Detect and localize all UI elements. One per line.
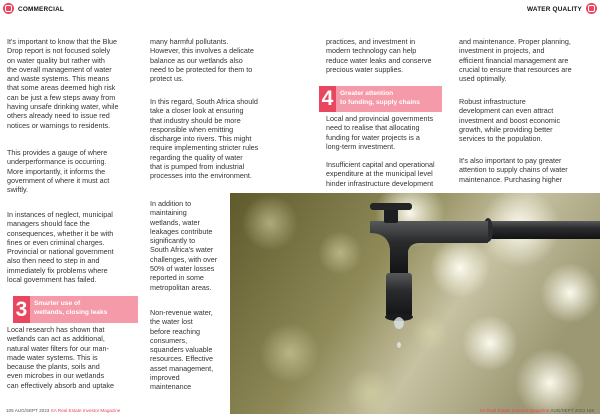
section-label-water-quality: WATER QUALITY: [526, 6, 582, 13]
col2-paragraph-1: many harmful pollutants. However, this involves a delicate balance as our wetlands also need to be protected for them to protect us.: [150, 37, 254, 84]
col3-paragraph-3: Insufficient capital and operational expenditure at the municipal level hinder infrastructure development: [326, 160, 435, 188]
footer-right: [480, 408, 594, 413]
footer-left: [6, 408, 120, 413]
page-number: 106: [586, 408, 594, 413]
col1-paragraph-1: It's important to know that the Blue Drop report is not focused solely on water quality but rather with the overall management of water and waste systems. This means that some areas deemed high risk can be just a few steps away from having unsafe drinking water, while others already need to issue red notices or warnings to residents.: [7, 37, 119, 130]
subheading-badge-4: [319, 86, 442, 112]
badge-number-box: [13, 296, 30, 323]
badge-number-box: [319, 86, 336, 112]
col4-paragraph-2: Robust infrastructure development can even attract investment and boost economic growth, while providing better services to the population.: [459, 97, 561, 144]
subheading-text: Smarter use of wetlands, closing leaks: [34, 300, 108, 316]
badge-number: 3: [15, 297, 28, 321]
col3-paragraph-2: Local and provincial governments need to realise that allocating funding for water projects is a long-term investment.: [326, 114, 434, 151]
col1-paragraph-3: In instances of neglect, municipal managers should face the consequences, whether it be with fines or even criminal charges. Provincial or national government also then need to step in and immediately fix problems where local government has failed.: [7, 210, 114, 285]
magazine-name: SA Real Estate Investor Magazine: [50, 408, 121, 413]
subheading-text: Greater attention to funding, supply chains: [340, 90, 420, 106]
col1-paragraph-2: This provides a gauge of where underperformance is occurring. More importantly, it informs the government of where it must act swiftly.: [7, 148, 110, 195]
badge-number: 4: [321, 87, 334, 110]
page-number: 105: [6, 408, 14, 413]
water-tap-photo: [230, 193, 600, 414]
magazine-logo-icon: [3, 3, 14, 14]
col4-paragraph-1: and maintenance. Proper planning, investment in projects, and efficient financial management are crucial to ensure that resources are used optimally.: [459, 37, 572, 84]
issue-date: AUG/SEPT 2023: [550, 408, 586, 413]
col4-paragraph-3: It's also important to pay greater attention to supply chains of water maintenance. Purchasing higher: [459, 156, 568, 184]
magazine-logo-icon: [586, 3, 597, 14]
col3-paragraph-1: practices, and investment in modern technology can help reduce water leaks and conserve precious water supplies.: [326, 37, 432, 74]
col2-paragraph-2: In this regard, South Africa should take a closer look at ensuring that industry should be more responsible when emitting discharge into rivers. This might require implementing stricter rules regarding the quality of water that is pumped from industrial processes into the environment.: [150, 97, 259, 181]
magazine-name: SA Real Estate Investor Magazine: [479, 408, 550, 413]
issue-date: AUG/SEPT 2023: [14, 408, 50, 413]
col2-paragraph-4: Non-revenue water, the water lost before reaching consumers, squanders valuable resources. Effective asset management, improved maintenance: [150, 308, 214, 392]
col2-paragraph-3: In addition to maintaining wetlands, water leakages contribute significantly to South Africa's water challenges, with over 50% of water losses reported in some metropolitan areas.: [150, 199, 218, 292]
section-label-commercial: COMMERCIAL: [18, 6, 65, 13]
subheading-badge-3: [13, 296, 138, 323]
col1-paragraph-4: Local research has shown that wetlands can act as additional, natural water filters for our man- made water systems. This is because the plants, soils and even microbes in our wetlands can effectively absorb and uptake: [7, 325, 114, 390]
